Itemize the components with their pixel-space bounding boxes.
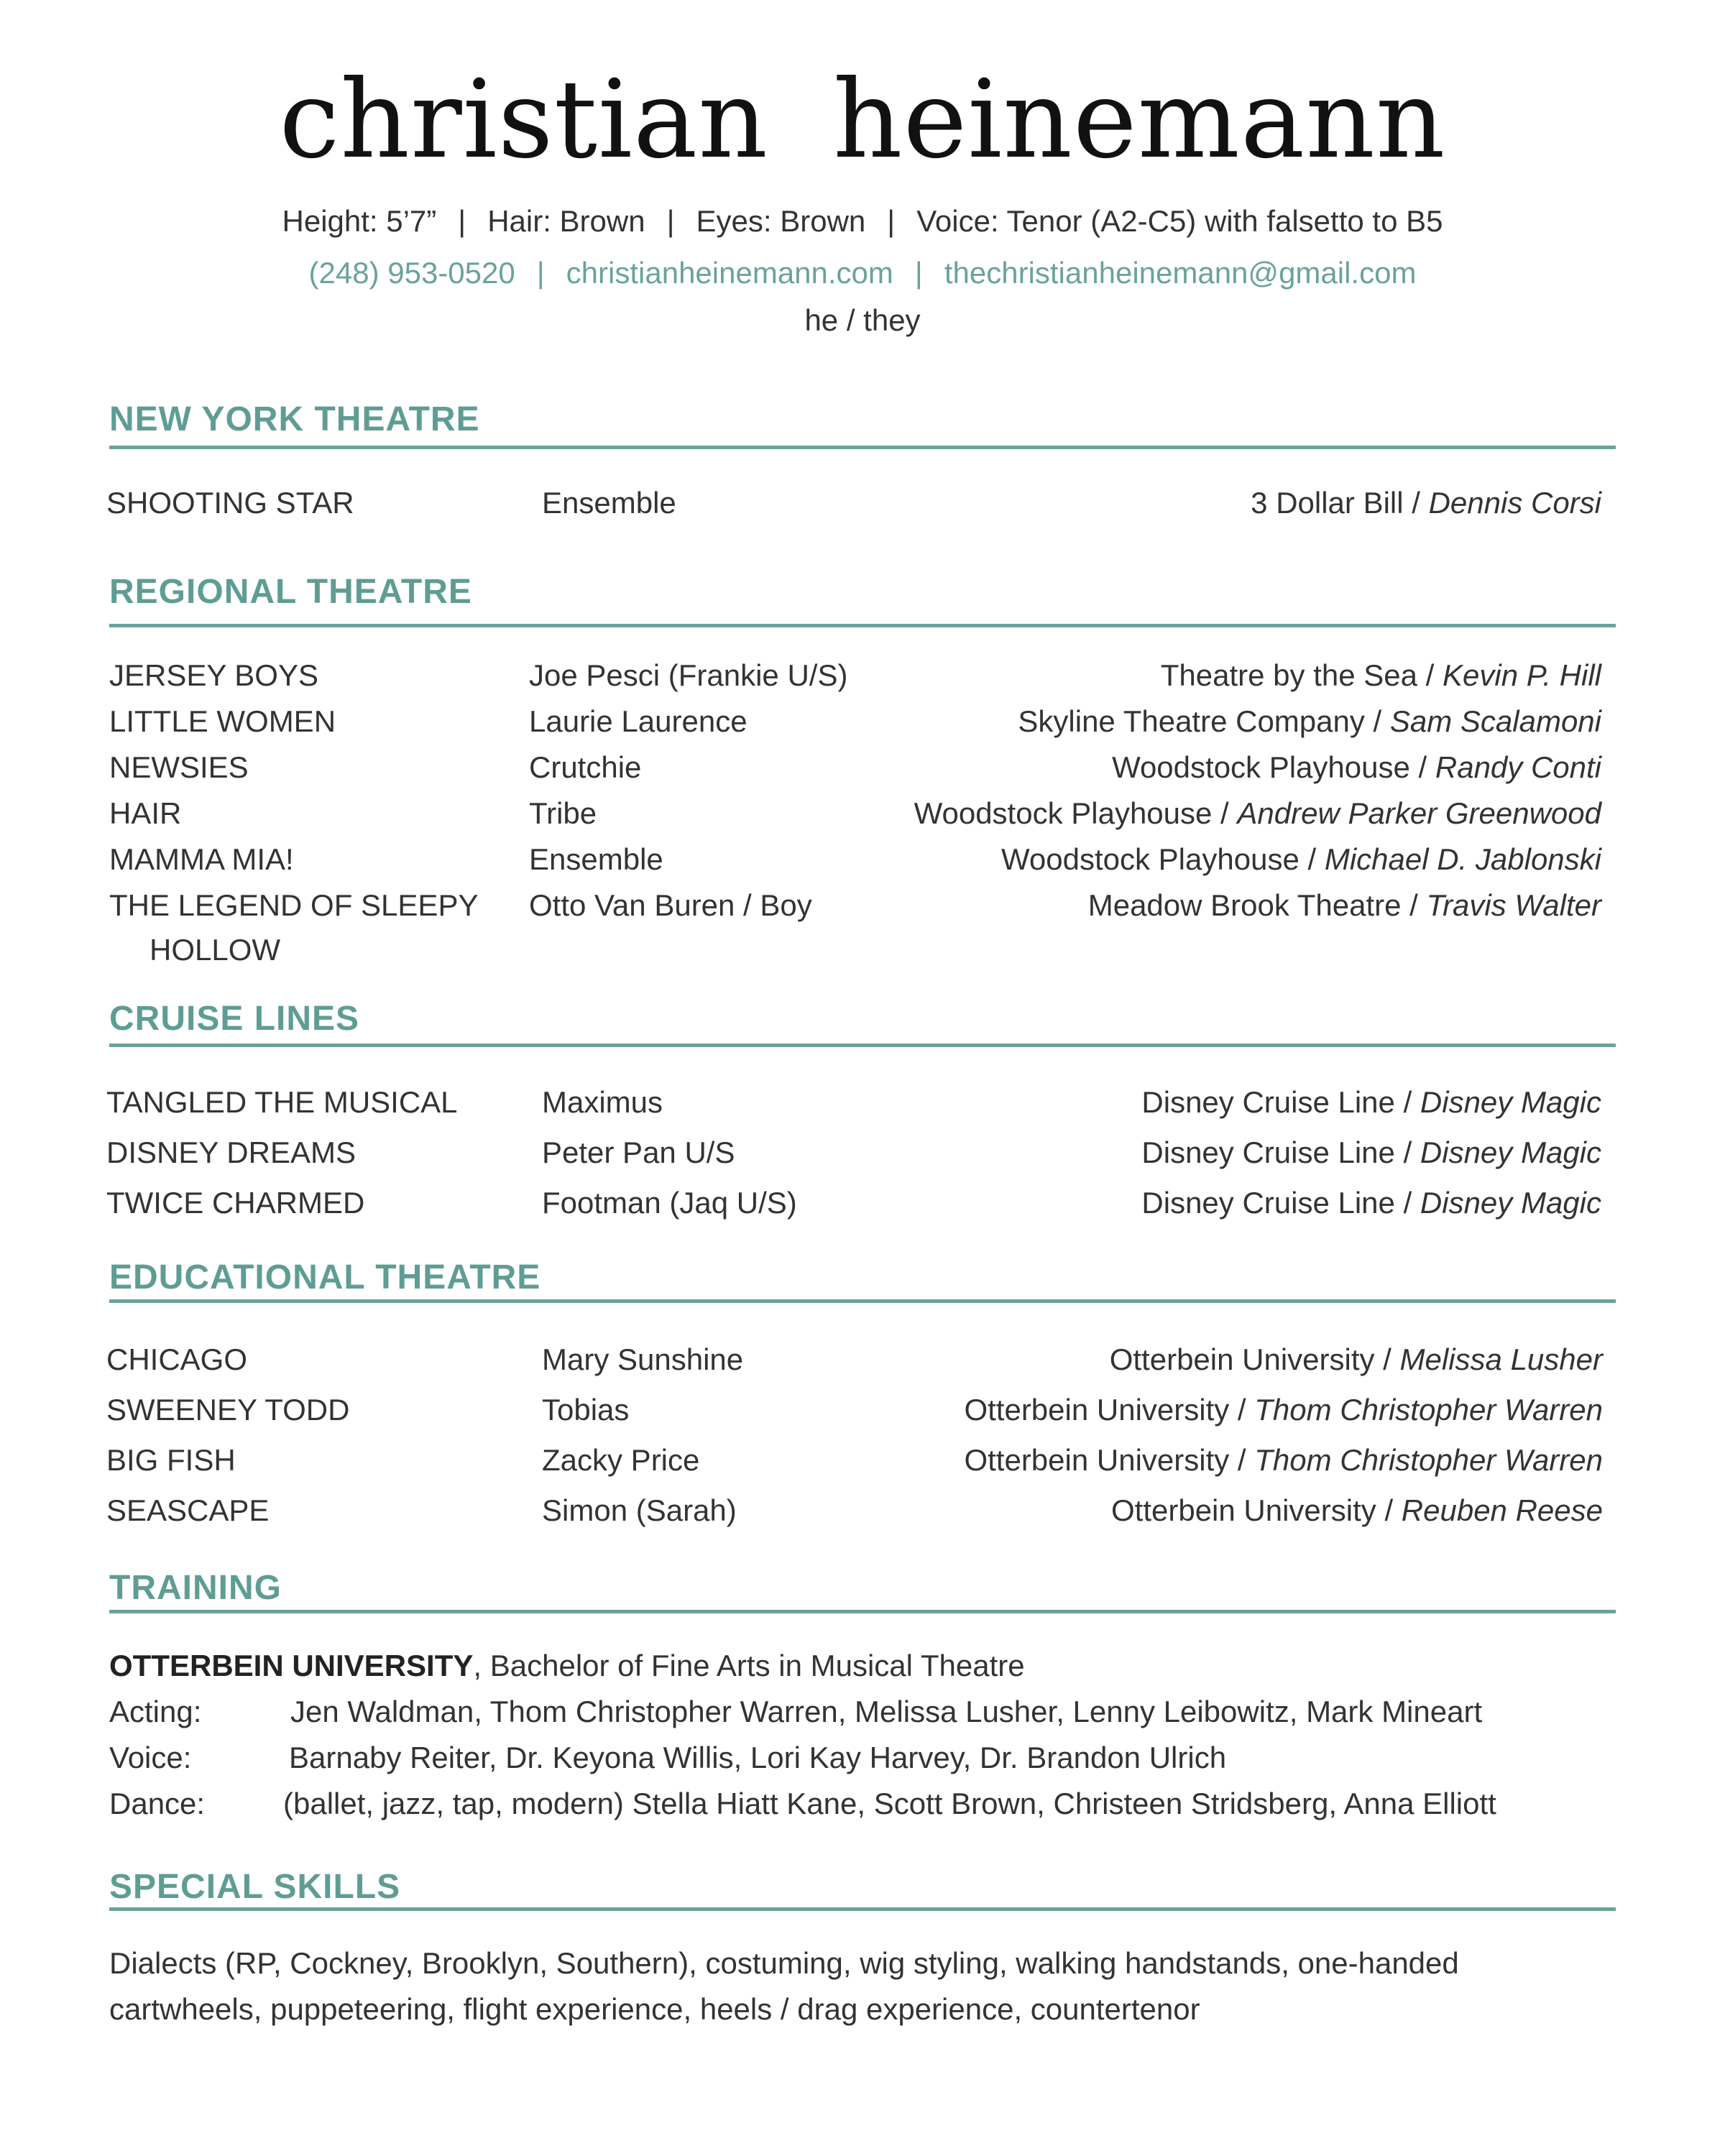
separator: | [536,256,545,290]
separator: | [887,204,896,238]
separator: | [458,204,466,238]
venue [1018,704,1601,739]
section-divider [109,1610,1616,1613]
website-link[interactable]: christianheinemann.com [566,256,893,290]
venue [1161,658,1601,693]
training-block [109,1649,1616,1835]
show-title: NEWSIES [109,750,249,784]
show-title: SWEENEY TODD [106,1393,350,1427]
director: Travis Walter [1426,888,1601,922]
training-teachers: (ballet, jazz, tap, modern) Stella Hiatt Kane, Scott Brown, Christeen Stridsberg, Anna Elliott [283,1787,1496,1820]
role: Simon (Sarah) [542,1493,737,1527]
role: Tribe [529,796,597,830]
director: Dennis Corsi [1428,486,1601,520]
venue-name: Otterbein University / [964,1393,1255,1427]
venue [1110,1342,1603,1377]
director: Reuben Reese [1401,1493,1603,1527]
credit-row [106,1186,1601,1226]
first-name: christian [279,57,768,183]
role: Maximus [542,1085,663,1119]
section-divider [109,446,1616,449]
section-heading-special-skills: SPECIAL SKILLS [109,1868,401,1906]
venue-name: Woodstock Playhouse / [914,796,1238,830]
venue [1111,1493,1603,1528]
venue-name: Woodstock Playhouse / [1112,750,1435,784]
height-stat: Height: 5’7” [282,204,437,238]
venue-name: Otterbein University / [964,1443,1255,1477]
show-title: CHICAGO [106,1342,248,1376]
ship-name: Disney Magic [1420,1085,1601,1119]
venue-name: Otterbein University / [1109,1342,1400,1376]
show-title: THE LEGEND OF SLEEPY [109,888,479,922]
role: Joe Pesci (Frankie U/S) [529,658,848,692]
venue [964,1443,1603,1478]
role: Ensemble [529,842,663,876]
ship-name: Disney Magic [1420,1186,1601,1220]
director: Thom Christopher Warren [1254,1393,1603,1427]
role: Zacky Price [542,1443,700,1477]
venue-name: Skyline Theatre Company / [1018,704,1390,738]
show-title: HAIR [109,796,182,830]
role: Peter Pan U/S [542,1135,735,1169]
role: Otto Van Buren / Boy [529,888,812,922]
show-title: JERSEY BOYS [109,658,319,692]
section-divider [109,1907,1616,1911]
phone-link[interactable]: (248) 953-0520 [308,256,515,290]
venue [914,796,1601,831]
show-title: MAMMA MIA! [109,842,294,876]
director: Kevin P. Hill [1443,658,1601,692]
section-heading-new-york: NEW YORK THEATRE [109,400,480,438]
director: Sam Scalamoni [1389,704,1601,738]
credit-row [106,1342,1601,1383]
director: Thom Christopher Warren [1254,1443,1603,1477]
show-title: TANGLED THE MUSICAL [106,1085,458,1119]
credit-row [106,1085,1601,1125]
contact-info [0,256,1725,290]
venue [1141,1135,1601,1170]
venue-name: Woodstock Playhouse / [1001,842,1325,876]
director: Melissa Lusher [1399,1342,1603,1376]
section-divider [109,1299,1616,1303]
credit-row [109,750,1604,791]
venue-name: Otterbein University / [1110,1493,1402,1527]
show-title: BIG FISH [106,1443,236,1477]
credit-row [109,888,1604,975]
venue [1112,750,1601,785]
role: Mary Sunshine [542,1342,744,1376]
credit-row [109,658,1604,699]
section-heading-educational: EDUCATIONAL THEATRE [109,1258,541,1296]
training-label: Acting: [109,1695,202,1728]
credit-row [109,842,1604,883]
physical-stats [0,204,1725,239]
director: Andrew Parker Greenwood [1237,796,1601,830]
last-name: heinemann [832,57,1446,183]
credit-row [106,486,1601,526]
training-label: Voice: [109,1741,192,1774]
hair-stat: Hair: Brown [487,204,645,238]
separator: | [914,256,923,290]
venue [1088,888,1601,923]
email-link[interactable]: thechristianheinemann@gmail.com [944,256,1417,290]
venue-name: Meadow Brook Theatre / [1087,888,1427,922]
venue [1141,1085,1601,1120]
pronouns: he / they [804,303,921,337]
venue [964,1393,1603,1427]
credit-row [106,1443,1601,1483]
section-heading-regional: REGIONAL THEATRE [109,573,472,611]
section-heading-cruise-lines: CRUISE LINES [109,1000,360,1038]
role: Ensemble [542,486,676,520]
credit-row [106,1493,1601,1534]
venue [1251,486,1601,520]
director: Randy Conti [1435,750,1601,784]
show-title: TWICE CHARMED [106,1186,365,1220]
role: Tobias [542,1393,630,1427]
credit-row [106,1135,1601,1176]
section-heading-training: TRAINING [109,1569,282,1607]
venue-name: Disney Cruise Line / [1141,1135,1420,1169]
venue-name: Disney Cruise Line / [1141,1085,1420,1119]
role: Laurie Laurence [529,704,748,738]
director: Michael D. Jablonski [1324,842,1601,876]
degree: , Bachelor of Fine Arts in Musical Theatre [473,1649,1025,1682]
venue [1141,1186,1601,1220]
performer-name [0,57,1725,183]
role: Crutchie [529,750,642,784]
venue [1001,842,1601,877]
section-divider [109,1044,1616,1047]
venue-name: Theatre by the Sea / [1160,658,1443,692]
voice-stat: Voice: Tenor (A2-C5) with falsetto to B5 [916,204,1443,238]
credit-row [109,796,1604,837]
show-title: SHOOTING STAR [106,486,354,520]
venue-name: 3 Dollar Bill / [1251,486,1429,520]
training-label: Dance: [109,1787,206,1820]
ship-name: Disney Magic [1420,1135,1601,1169]
venue-name: Disney Cruise Line / [1141,1186,1420,1220]
special-skills-text: Dialects (RP, Cockney, Brooklyn, Southern), costuming, wig styling, walking handstands, one-handed cartwheels, puppeteering, flight experience, heels / drag experience, countertenor [109,1946,1459,2026]
separator: | [666,204,675,238]
credit-row [106,1393,1601,1433]
show-title: DISNEY DREAMS [106,1135,356,1169]
role: Footman (Jaq U/S) [542,1186,797,1220]
school-name: OTTERBEIN UNIVERSITY [109,1649,474,1682]
show-title-continued: HOLLOW [150,933,281,967]
credit-row [109,704,1604,745]
training-teachers: Jen Waldman, Thom Christopher Warren, Melissa Lusher, Lenny Leibowitz, Mark Mineart [290,1695,1483,1728]
show-title: SEASCAPE [106,1493,270,1527]
section-divider [109,624,1616,627]
show-title: LITTLE WOMEN [109,704,336,738]
training-teachers: Barnaby Reiter, Dr. Keyona Willis, Lori Kay Harvey, Dr. Brandon Ulrich [289,1741,1227,1774]
eyes-stat: Eyes: Brown [696,204,866,238]
degree-line [109,1649,1025,1683]
